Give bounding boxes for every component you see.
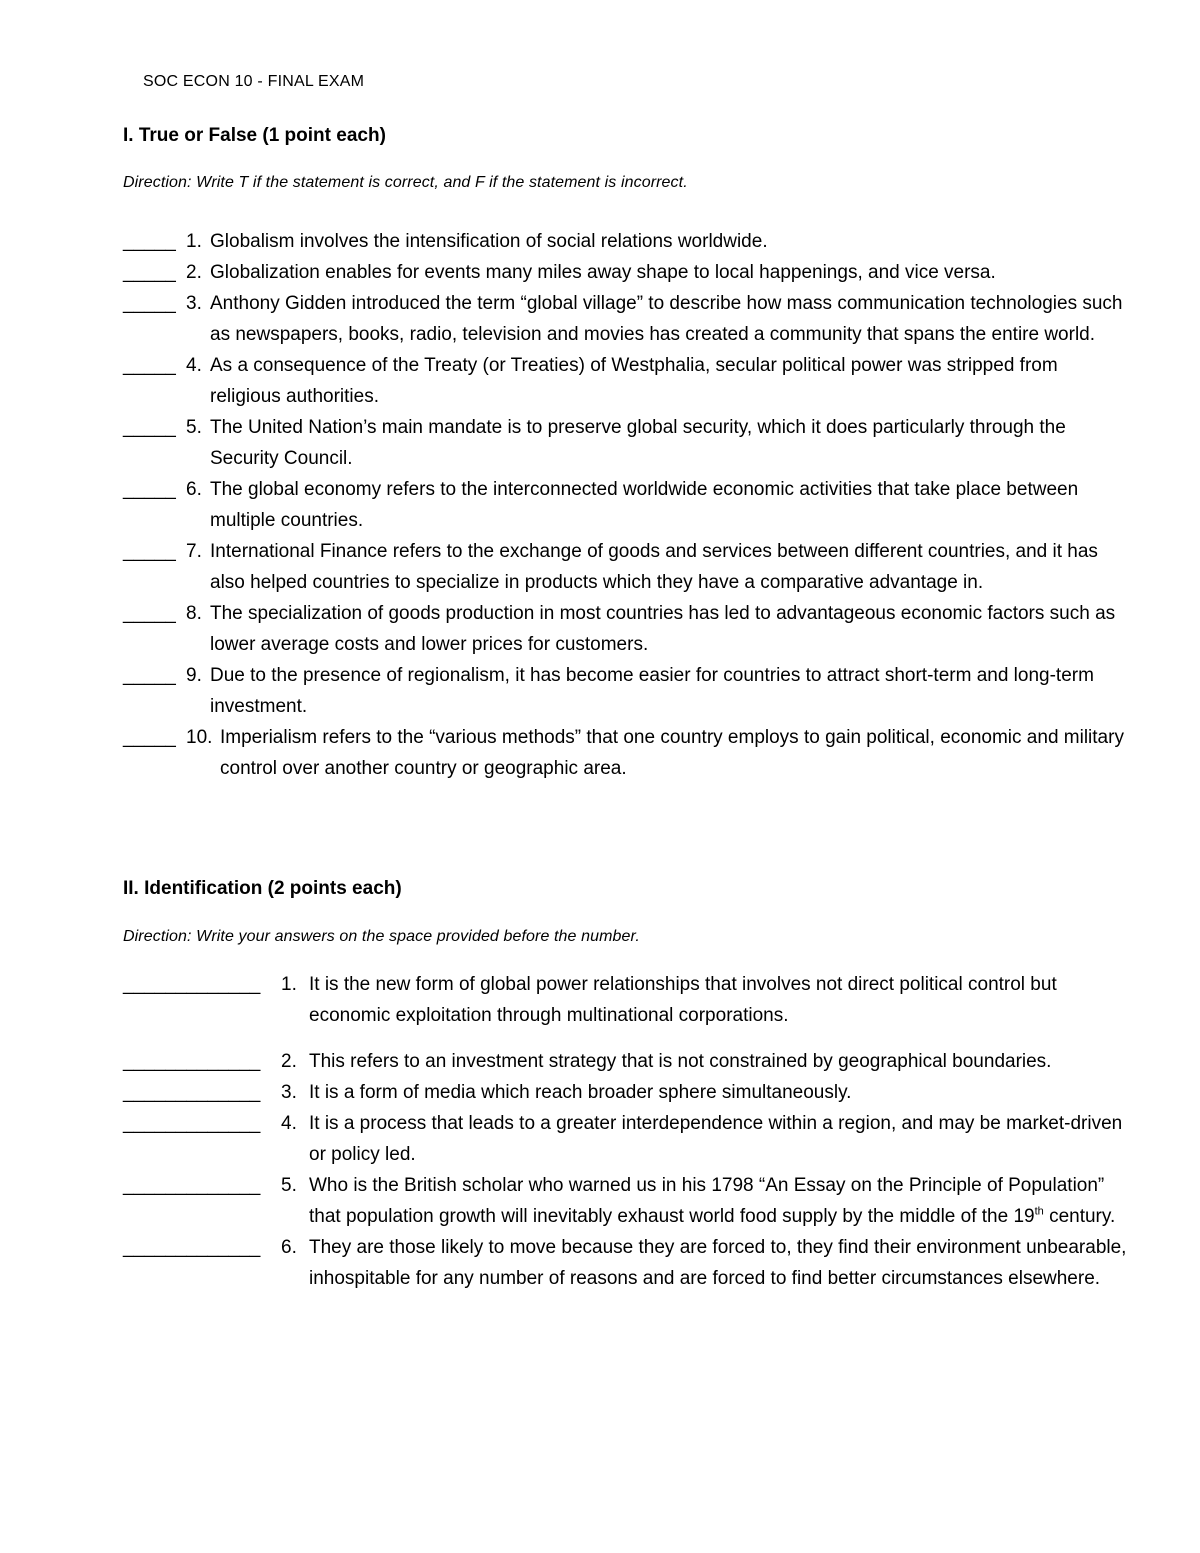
item-number: 6. [186, 479, 202, 500]
item-number: 3. [281, 1082, 297, 1103]
section-2-direction: Direction: Write your answers on the space provided before the number. [123, 928, 640, 945]
answer-blank: _____________ [123, 1051, 261, 1072]
tf-item-3 [123, 288, 1133, 350]
answer-blank: _____ [123, 727, 176, 748]
answer-blank: _____________ [123, 1082, 261, 1103]
item-number: 4. [281, 1113, 297, 1134]
answer-blank: _____ [123, 293, 176, 314]
item-text: International Finance refers to the exchange of goods and services between different countries, and it has also helped countries to specialize in products which they have a comparative advantage in. [210, 541, 1098, 593]
item-text: The global economy refers to the interconnected worldwide economic activities that take place between multiple countries. [210, 479, 1079, 531]
item-number: 5. [186, 417, 202, 438]
item-number: 1. [186, 231, 202, 252]
item-number: 2. [186, 262, 202, 283]
tf-item-5 [123, 412, 1133, 474]
item-text [309, 1170, 1133, 1232]
id-item-5 [123, 1170, 1133, 1232]
answer-blank: _____________ [123, 974, 261, 995]
item-text-end: century. [1043, 1206, 1116, 1227]
item-text: Due to the presence of regionalism, it has become easier for countries to attract short-term and long-term investment. [210, 665, 1094, 717]
item-number: 2. [281, 1051, 297, 1072]
item-text: It is the new form of global power relationships that involves not direct political control but economic exploitation through multinational corporations. [309, 974, 1057, 1026]
tf-item-7 [123, 536, 1133, 598]
item-text: Anthony Gidden introduced the term “global village” to describe how mass communication technologies such as newspapers, books, radio, television and movies has created a community that spans the entire world. [210, 293, 1123, 345]
section-2-heading: II. Identification (2 points each) [123, 878, 402, 899]
item-text: Globalization enables for events many miles away shape to local happenings, and vice versa. [210, 262, 996, 283]
true-false-list [123, 226, 1133, 784]
item-number: 9. [186, 665, 202, 686]
item-text: They are those likely to move because they are forced to, they find their environment unbearable, inhospitable for any number of reasons and are forced to find better circumstances elsewhere. [309, 1237, 1127, 1289]
tf-item-10 [123, 722, 1133, 784]
section-1-direction: Direction: Write T if the statement is correct, and F if the statement is incorrect. [123, 174, 688, 191]
id-item-6 [123, 1232, 1133, 1294]
item-number: 3. [186, 293, 202, 314]
answer-blank: _____ [123, 262, 176, 283]
item-text: As a consequence of the Treaty (or Treaties) of Westphalia, secular political power was stripped from religious authorities. [210, 355, 1058, 407]
tf-item-9 [123, 660, 1133, 722]
item-text: It is a process that leads to a greater interdependence within a region, and may be market-driven or policy led. [309, 1113, 1123, 1165]
answer-blank: _____________ [123, 1113, 261, 1134]
answer-blank: _____________ [123, 1237, 261, 1258]
id-item-1 [123, 969, 1133, 1031]
tf-item-8 [123, 598, 1133, 660]
answer-blank: _____ [123, 479, 176, 500]
section-1-heading: I. True or False (1 point each) [123, 125, 386, 146]
answer-blank: _____ [123, 231, 176, 252]
tf-item-1 [123, 226, 1133, 257]
ordinal-superscript: th [1034, 1205, 1044, 1218]
tf-item-4 [123, 350, 1133, 412]
tf-item-6 [123, 474, 1133, 536]
id-item-3 [123, 1077, 1133, 1108]
answer-blank: _____ [123, 541, 176, 562]
item-number: 4. [186, 355, 202, 376]
id-item-2 [123, 1046, 1133, 1077]
item-number: 10. [186, 727, 213, 748]
item-text-main: Who is the British scholar who warned us in his 1798 “An Essay on the Principle of Population” that population growth will inevitably exhaust world food supply by the middle of the 19 [309, 1175, 1105, 1227]
item-text: Imperialism refers to the “various methods” that one country employs to gain political, economic and military control over another country or geographic area. [220, 727, 1124, 779]
item-text: The specialization of goods production in most countries has led to advantageous economic factors such as lower average costs and lower prices for customers. [210, 603, 1116, 655]
answer-blank: _____ [123, 603, 176, 624]
item-number: 8. [186, 603, 202, 624]
item-text: The United Nation’s main mandate is to preserve global security, which it does particularly through the Security Council. [210, 417, 1066, 469]
answer-blank: _____ [123, 355, 176, 376]
answer-blank: _____ [123, 417, 176, 438]
item-text: Globalism involves the intensification of social relations worldwide. [210, 231, 768, 252]
item-number: 1. [281, 974, 297, 995]
item-number: 6. [281, 1237, 297, 1258]
item-number: 7. [186, 541, 202, 562]
document-title: SOC ECON 10 - FINAL EXAM [143, 73, 365, 90]
item-number: 5. [281, 1175, 297, 1196]
tf-item-2 [123, 257, 1133, 288]
item-text: This refers to an investment strategy that is not constrained by geographical boundaries. [309, 1051, 1052, 1072]
item-text: It is a form of media which reach broader sphere simultaneously. [309, 1082, 852, 1103]
answer-blank: _____ [123, 665, 176, 686]
answer-blank: _____________ [123, 1175, 261, 1196]
identification-list [123, 969, 1133, 1294]
id-item-4 [123, 1108, 1133, 1170]
